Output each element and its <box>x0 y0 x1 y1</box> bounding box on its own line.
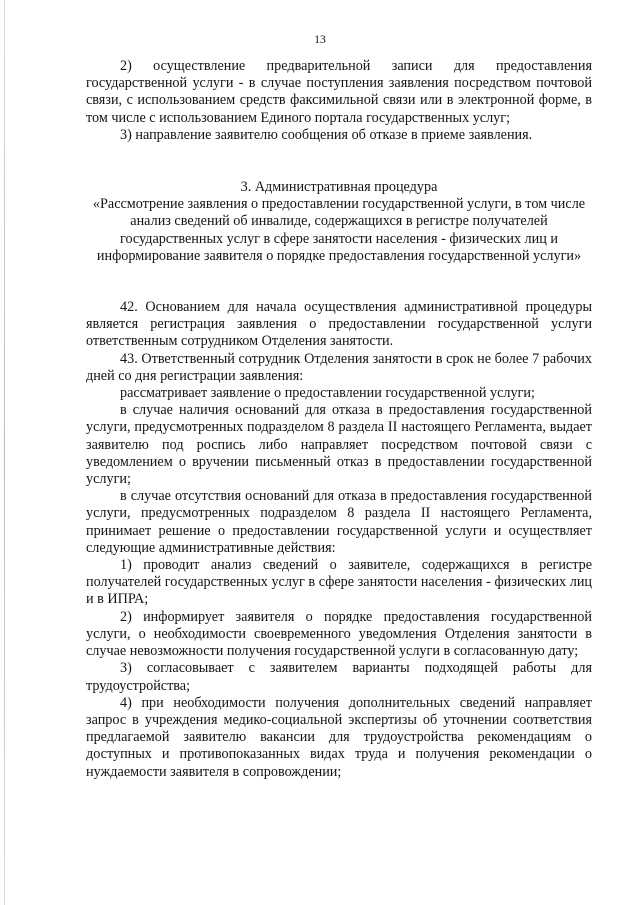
section-heading <box>86 179 592 265</box>
paragraph-refusal-notice: 3) направление заявителю сообщения об отказе в приеме заявления. <box>120 126 533 143</box>
spacer <box>86 144 592 179</box>
paragraph-no-refusal-case: в случае отсутствия оснований для отказа в предоставления государственной услуги, предусмотренных подразделом 8 раздела II настоящего Регламента, принимает решение о предоставлении государственной услуги и осуществляет следующие административные действия: <box>86 488 592 556</box>
paragraph-review: рассматривает заявление о предоставлении государственной услуги; <box>120 385 535 402</box>
paragraph-action-4: 4) при необходимости получения дополнительных сведений направляет запрос в учреждения медико-социальной экспертизы об уточнении соответствия предлагаемой заявителю вакансии для трудоустройства рекомендациям о доступных и противопоказанных видах труда и получения рекомендации о нуждаемости заявителя в сопровождении; <box>86 694 592 780</box>
section-title: 3. Административная процедура <box>240 179 438 196</box>
scan-margin-line <box>4 0 5 905</box>
paragraph-refusal-case: в случае наличия оснований для отказа в предоставления государственной услуги, предусмотренных подразделом 8 раздела II настоящего Регламента, выдает заявителю под роспись либо направляет посредством почтовой связи с уведомлением о вручении письменный отказ в предоставлении государственной услуги; <box>86 402 592 488</box>
paragraph-43: 43. Ответственный сотрудник Отделения занятости в срок не более 7 рабочих дней со дня регистрации заявления: <box>86 350 592 384</box>
page-number: 13 <box>314 34 326 46</box>
paragraph-action-2: 2) информирует заявителя о порядке предоставления государственной услуги, о необходимости своевременного уведомления Отделения занятости в случае невозможности получения государственной услуги в согласованную дату; <box>86 608 592 660</box>
spacer <box>86 265 592 299</box>
section-subtitle: «Рассмотрение заявления о предоставлении государственной услуги, в том числе анализ сведений об инвалиде, содержащихся в регистре получателей государственных услуг в сфере занятости населения - физических лиц и информирование заявителя о порядке предоставления государственной услуги» <box>92 196 586 264</box>
document-body <box>86 58 592 781</box>
paragraph-preliminary-registration: 2) осуществление предварительной записи для предоставления государственной услуги - в случае поступления заявления посредством почтовой связи, с использованием средств факсимильной связи или в электронной форме, в том числе с использованием Единого портала государственных услуг; <box>86 58 592 126</box>
paragraph-42: 42. Основанием для начала осуществления административной процедуры является регистрация заявления о предоставлении государственной услуги ответственным сотрудником Отделения занятости. <box>86 299 592 350</box>
paragraph-action-3: 3) согласовывает с заявителем варианты подходящей работы для трудоустройства; <box>86 660 592 694</box>
paragraph-action-1: 1) проводит анализ сведений о заявителе, содержащихся в регистре получателей государственных услуг в сфере занятости населения - физических лиц и в ИПРА; <box>86 557 592 608</box>
